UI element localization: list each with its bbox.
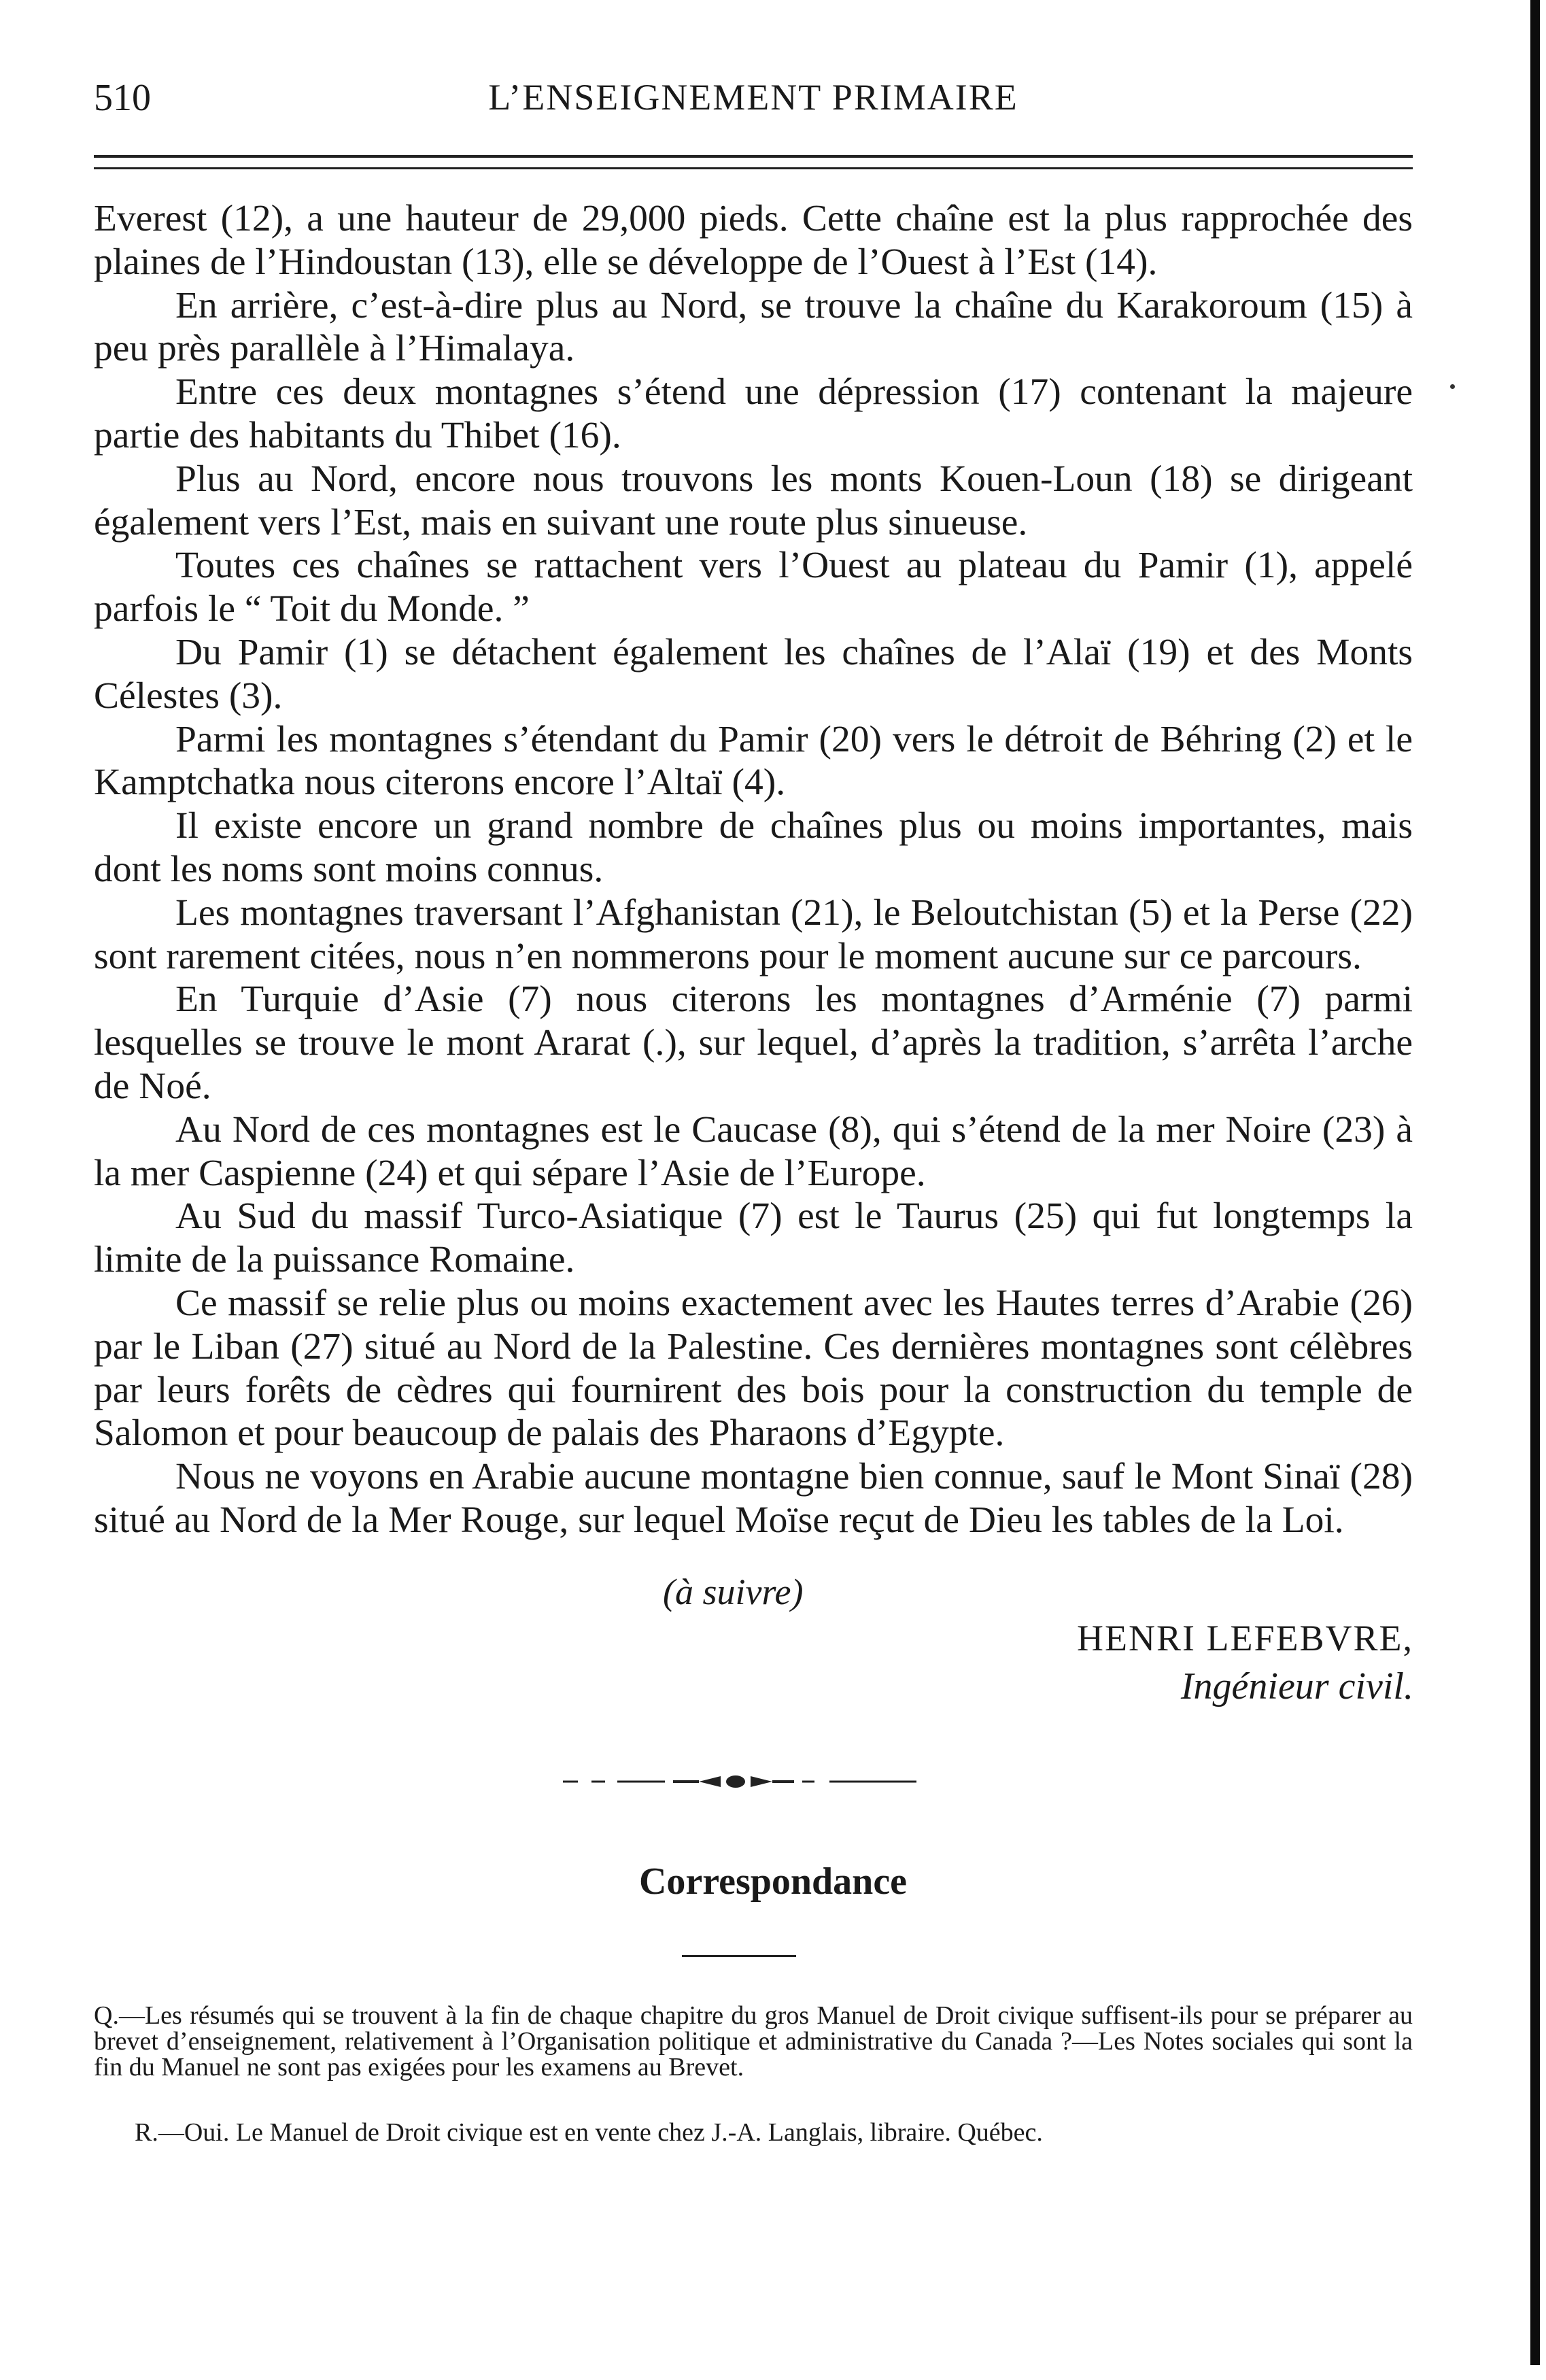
paragraph: Nous ne voyons en Arabie aucune montagne bien connue, sauf le Mont Sinaï (28) situé au Nord de la Mer Rouge, sur lequel Moïse reçut de Dieu les tables de la Loi. (94, 1456, 1413, 1541)
author-name: HENRI LEFEBVRE, (1077, 1618, 1413, 1659)
running-title: L’ENSEIGNEMENT PRIMAIRE (488, 77, 1018, 118)
paragraph: Toutes ces chaînes se rattachent vers l’Ouest au plateau du Pamir (1), appelé parfois le “ Toit du Monde. ” (94, 545, 1413, 630)
paragraph: Au Sud du massif Turco-Asiatique (7) est le Taurus (25) qui fut longtemps la limite de la puissance Romaine. (94, 1195, 1413, 1281)
paragraph: Ce massif se relie plus ou moins exactement avec les Hautes terres d’Arabie (26) par le Liban (27) situé au Nord de la Palestine. Ces dernières montagnes sont célèbres par leurs forêts de cèdres qui fournirent des bois pour la construction du temple de Salomon et pour beaucoup de palais des Pharaons d’Egypte. (94, 1282, 1413, 1455)
paragraph: Les montagnes traversant l’Afghanistan (21), le Beloutchistan (5) et la Perse (22) sont rarement citées, nous n’en nommerons pour le moment aucune sur ce parcours. (94, 891, 1413, 977)
paragraph: Entre ces deux montagnes s’étend une dépression (17) contenant la majeure partie des habitants du Thibet (16). (94, 371, 1413, 456)
paragraph: Parmi les montagnes s’étendant du Pamir (20) vers le détroit de Béhring (2) et le Kamptchatka nous citerons encore l’Altaï (4). (94, 718, 1413, 804)
question-text: Q.—Les résumés qui se trouvent à la fin de chaque chapitre du gros Manuel de Droit civique suffisent-ils pour se préparer au brevet d’enseignement, relativement à l’Organisation politique et administrative du Canada ?—Les Notes sociales qui sont la fin du Manuel ne sont pas exigées pour les examens au Brevet. (94, 2001, 1413, 2081)
section-rule (682, 1955, 796, 1957)
section-ornament (563, 1775, 916, 1788)
header-rule-bottom (94, 167, 1413, 169)
question-block (94, 2003, 1413, 2080)
answer-text: R.—Oui. Le Manuel de Droit civique est en vente chez J.-A. Langlais, libraire. Québec. (135, 2118, 1043, 2147)
paragraph: Du Pamir (1) se détachent également les chaînes de l’Alaï (19) et des Monts Célestes (3). (94, 631, 1413, 717)
author-title: Ingénieur civil. (1180, 1665, 1413, 1707)
article-body (94, 197, 1413, 1542)
answer-block (94, 2120, 1413, 2145)
margin-mark (1450, 384, 1455, 389)
page-header (94, 76, 1413, 137)
to-be-continued: (à suivre) (663, 1571, 804, 1612)
scan-edge-bar (1530, 0, 1540, 2365)
paragraph: En Turquie d’Asie (7) nous citerons les montagnes d’Arménie (7) parmi lesquelles se trouve le mont Ararat (.), sur lequel, d’après la tradition, s’arrêta l’arche de Noé. (94, 979, 1413, 1107)
paragraph: Il existe encore un grand nombre de chaînes plus ou moins importantes, mais dont les noms sont moins connus. (94, 805, 1413, 890)
paragraph: En arrière, c’est-à-dire plus au Nord, se trouve la chaîne du Karakoroum (15) à peu près parallèle à l’Himalaya. (94, 284, 1413, 370)
paragraph: Everest (12), a une hauteur de 29,000 pieds. Cette chaîne est la plus rapprochée des plaines de l’Hindoustan (13), elle se développe de l’Ouest à l’Est (14). (94, 198, 1413, 283)
header-rule-top (94, 155, 1413, 158)
paragraph: Plus au Nord, encore nous trouvons les monts Kouen-Loun (18) se dirigeant également vers l’Est, mais en suivant une route plus sinueuse. (94, 458, 1413, 543)
paragraph: Au Nord de ces montagnes est le Caucase (8), qui s’étend de la mer Noire (23) à la mer Caspienne (24) et qui sépare l’Asie de l’Europe. (94, 1108, 1413, 1194)
page-number: 510 (94, 77, 151, 119)
section-heading: Correspondance (638, 1860, 908, 1903)
